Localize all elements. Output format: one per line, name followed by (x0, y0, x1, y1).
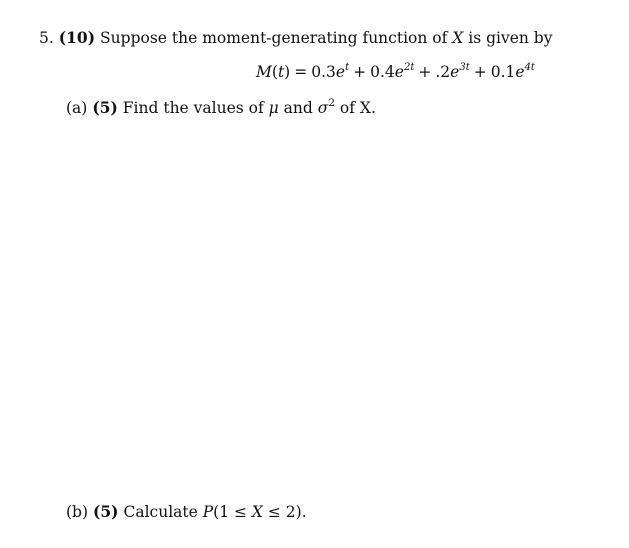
part-a-text-post: of X. (335, 99, 376, 117)
prob-open: (1 ≤ (213, 503, 252, 521)
part-a-text-pre: Find the values of (122, 99, 269, 117)
part-b-text-pre: Calculate (123, 503, 203, 521)
part-a-question (66, 99, 376, 118)
problem-points: (10) (58, 28, 96, 47)
term-coef: 0.4 (370, 63, 395, 81)
equation-plus: + (353, 63, 367, 81)
term-exponent: t (345, 62, 350, 73)
prob-variable: X (251, 503, 263, 521)
mu-symbol: μ (268, 99, 279, 117)
prob-func: P (202, 503, 214, 521)
part-b-question (66, 503, 307, 522)
part-a-label: (a) (66, 99, 88, 117)
term-exponent: 2t (403, 62, 415, 73)
equation-plus: + (418, 63, 432, 81)
equation-plus: + (473, 63, 487, 81)
statement-text-pre: Suppose the moment-generating function of (100, 29, 453, 47)
prob-close: ≤ 2). (262, 503, 307, 521)
part-b-label: (b) (66, 503, 89, 521)
sigma-symbol: σ (317, 99, 329, 117)
part-a-points: (5) (92, 98, 118, 117)
term-exponent: 4t (524, 62, 535, 73)
equation-term (435, 63, 469, 81)
term-base: e (515, 63, 525, 81)
equation-paren-open: ( (271, 63, 278, 81)
mgf-equation (256, 63, 535, 82)
equation-func: M (256, 63, 272, 81)
equation-term (311, 63, 349, 81)
term-base: e (394, 63, 404, 81)
term-base: e (335, 63, 346, 81)
term-coef: .2 (435, 63, 451, 81)
term-coef: 0.3 (311, 63, 336, 81)
problem-statement (39, 29, 552, 48)
equation-arg: t (277, 63, 285, 81)
part-b-points: (5) (93, 502, 119, 521)
equation-term (491, 63, 535, 81)
equation-paren-close: ) (284, 63, 291, 81)
term-exponent: 3t (459, 62, 470, 73)
equation-equals: = (294, 63, 308, 81)
equation-term (370, 63, 414, 81)
statement-text-post: is given by (463, 29, 553, 47)
sigma-exponent: 2 (328, 97, 335, 109)
part-a-text-mid: and (278, 99, 318, 117)
problem-number: 5. (39, 29, 54, 47)
statement-variable: X (452, 29, 464, 47)
term-base: e (450, 63, 460, 81)
term-coef: 0.1 (490, 63, 516, 81)
